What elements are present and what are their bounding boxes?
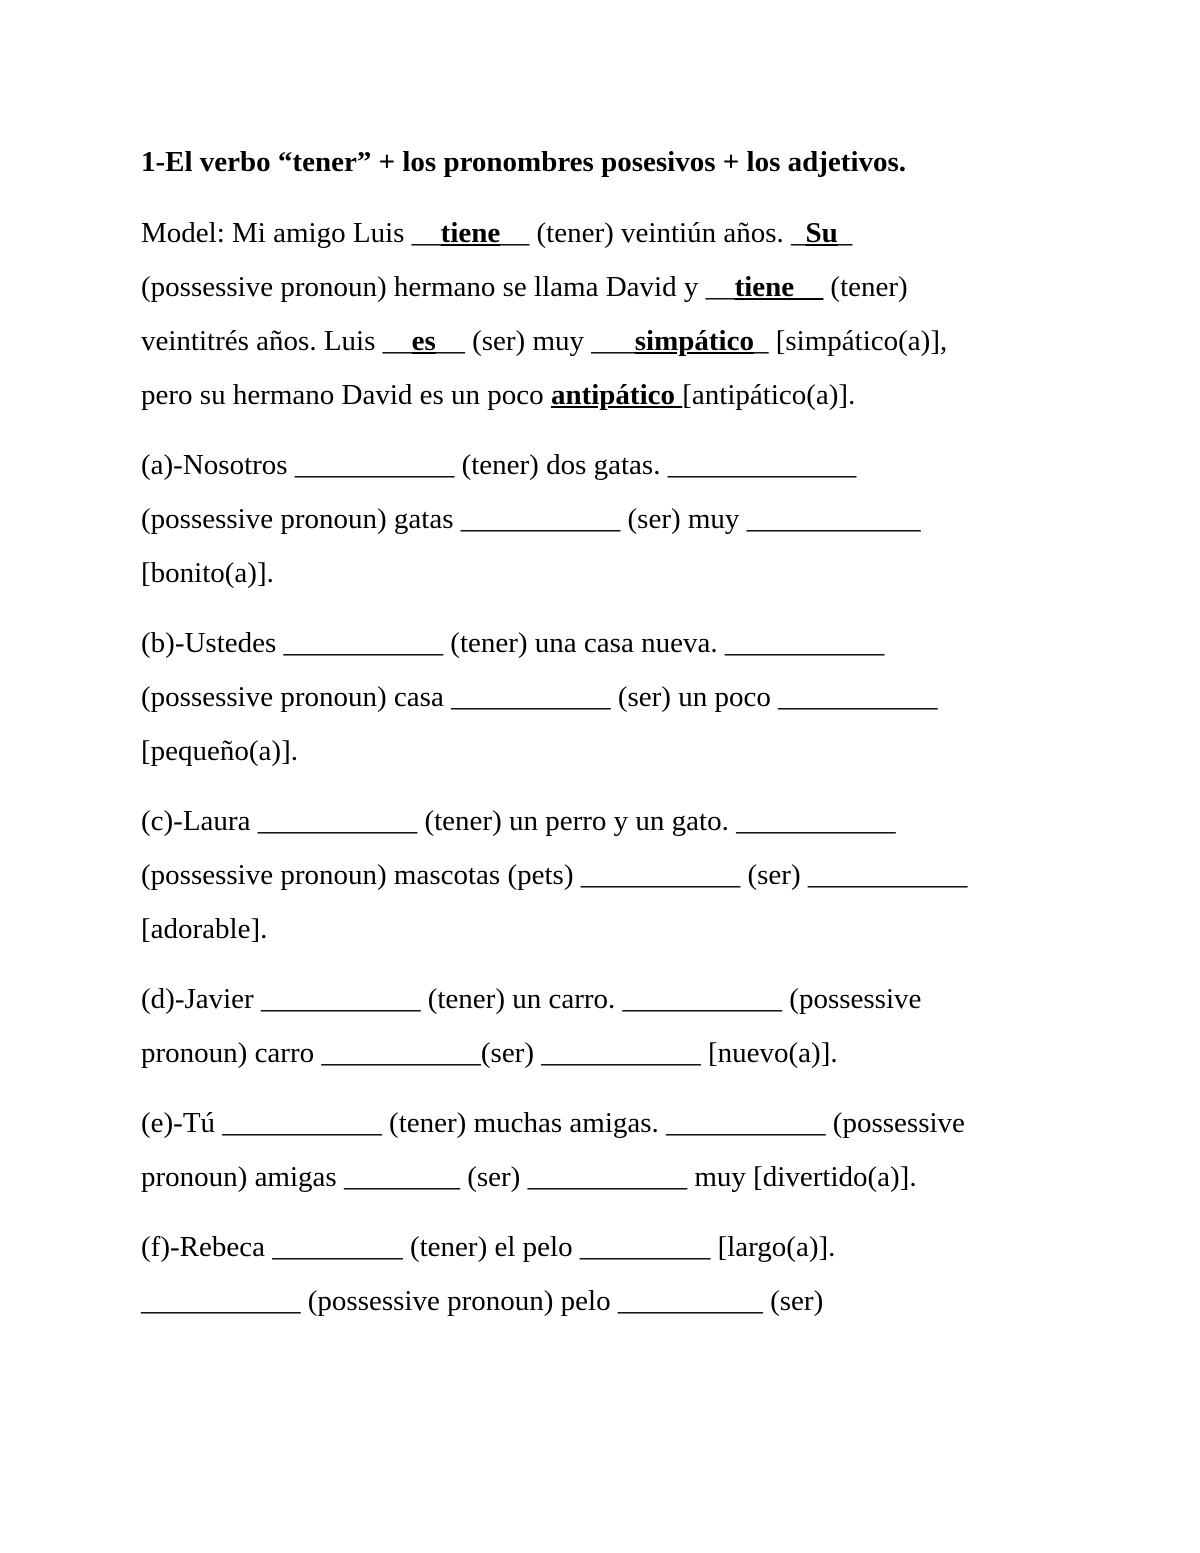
model-example bbox=[141, 206, 1061, 422]
model-text: (tener) bbox=[823, 271, 908, 303]
exercise-f bbox=[141, 1220, 1061, 1328]
exercise-b bbox=[141, 616, 1061, 778]
exercise-line: (b)-Ustedes ___________ (tener) una casa nueva. ___________ bbox=[141, 627, 885, 659]
model-text: pero su hermano David es un poco bbox=[141, 379, 551, 411]
model-answer: tiene bbox=[440, 217, 501, 249]
model-text: Model: Mi amigo Luis __ bbox=[141, 217, 441, 249]
exercise-line: [pequeño(a)]. bbox=[141, 735, 298, 767]
model-text: _ bbox=[837, 217, 853, 249]
exercise-a bbox=[141, 438, 1061, 600]
model-text: veintitrés años. Luis __ bbox=[141, 325, 412, 357]
exercise-line: pronoun) carro ___________(ser) ___________ [nuevo(a)]. bbox=[141, 1037, 838, 1069]
exercise-line: (possessive pronoun) gatas ___________ (ser) muy ____________ bbox=[141, 503, 921, 535]
exercise-line: pronoun) amigas ________ (ser) ___________ muy [divertido(a)]. bbox=[141, 1161, 917, 1193]
model-answer: antipático bbox=[550, 379, 683, 411]
model-line-1 bbox=[141, 206, 1061, 260]
exercise-line: (a)-Nosotros ___________ (tener) dos gatas. _____________ bbox=[141, 449, 857, 481]
exercise-line: (d)-Javier ___________ (tener) un carro. ___________ (possessive bbox=[141, 983, 922, 1015]
exercise-line: (c)-Laura ___________ (tener) un perro y un gato. ___________ bbox=[141, 805, 896, 837]
model-answer: es bbox=[411, 325, 436, 357]
exercise-e bbox=[141, 1096, 1061, 1204]
exercise-d bbox=[141, 972, 1061, 1080]
exercise-line: (possessive pronoun) mascotas (pets) ___________ (ser) ___________ bbox=[141, 859, 968, 891]
model-line-4 bbox=[141, 368, 1061, 422]
model-answer: simpático bbox=[634, 325, 754, 357]
exercise-line: [adorable]. bbox=[141, 913, 268, 945]
exercise-line: ___________ (possessive pronoun) pelo __________ (ser) bbox=[141, 1285, 824, 1317]
model-text: __ (tener) veintiún años. _ bbox=[500, 217, 806, 249]
exercise-line: [bonito(a)]. bbox=[141, 557, 274, 589]
exercise-line: (e)-Tú ___________ (tener) muchas amigas. ___________ (possessive bbox=[141, 1107, 965, 1139]
exercise-c bbox=[141, 794, 1061, 956]
model-line-2 bbox=[141, 260, 1061, 314]
model-answer: Su bbox=[805, 217, 838, 249]
exercise-line: (f)-Rebeca _________ (tener) el pelo _________ [largo(a)]. bbox=[141, 1231, 836, 1263]
model-line-3 bbox=[141, 314, 1061, 368]
model-text: [antipático(a)]. bbox=[682, 379, 856, 411]
model-answer: tiene__ bbox=[734, 271, 824, 303]
worksheet-page bbox=[141, 138, 1061, 1344]
model-text: __ (ser) muy ___ bbox=[435, 325, 635, 357]
exercise-line: (possessive pronoun) casa ___________ (ser) un poco ___________ bbox=[141, 681, 938, 713]
worksheet-title: 1-El verbo “tener” + los pronombres posesivos + los adjetivos. bbox=[141, 146, 907, 178]
model-text: (possessive pronoun) hermano se llama David y __ bbox=[141, 271, 735, 303]
model-text: _ [simpático(a)], bbox=[753, 325, 948, 357]
